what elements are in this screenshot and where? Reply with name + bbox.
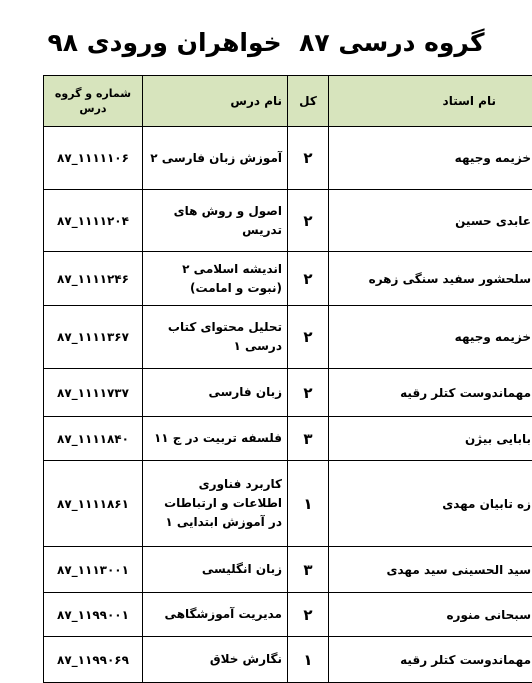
- table-row: [44, 306, 532, 369]
- table-row: [44, 593, 532, 637]
- cell-units: ۲: [288, 369, 329, 417]
- cell-code: ۸۷_۱۱۹۹۰۶۹: [44, 637, 143, 683]
- cell-units: ۱: [288, 637, 329, 683]
- cell-units: ۲: [288, 190, 329, 252]
- table-row: [44, 417, 532, 461]
- cell-teacher: عابدی حسین: [329, 190, 532, 252]
- cell-teacher: خزیمه وجیهه: [329, 306, 532, 369]
- cell-course: نگارش خلاق: [143, 637, 288, 683]
- table-row: [44, 637, 532, 683]
- cell-code: ۸۷_۱۱۱۱۳۶۷: [44, 306, 143, 369]
- cell-course: مدیریت آموزشگاهی: [143, 593, 288, 637]
- cell-teacher: خزیمه وجیهه: [329, 127, 532, 190]
- cell-units: ۲: [288, 593, 329, 637]
- cell-code: ۸۷_۱۱۱۱۷۳۷: [44, 369, 143, 417]
- cell-course: تحلیل محتوای کتاب درسی ۱: [143, 306, 288, 369]
- cell-teacher: مهماندوست کتلر رقیه: [329, 637, 532, 683]
- cell-course: کاربرد فناوری اطلاعات و ارتباطات در آموزش ابتدایی ۱: [143, 461, 288, 547]
- cell-code: ۸۷_۱۱۱۱۲۰۴: [44, 190, 143, 252]
- cell-teacher: بابایی بیژن: [329, 417, 532, 461]
- cell-teacher: سلحشور سفید سنگی زهره: [329, 252, 532, 306]
- table-row: [44, 547, 532, 593]
- header-teacher: نام استاد: [329, 76, 532, 127]
- cell-course: آموزش زبان فارسی ۲: [143, 127, 288, 190]
- cell-code: ۸۷_۱۱۹۹۰۰۱: [44, 593, 143, 637]
- cell-course: اصول و روش های تدریس: [143, 190, 288, 252]
- cell-teacher: سید الحسینی سید مهدی: [329, 547, 532, 593]
- cell-course: اندیشه اسلامی ۲ (نبوت و امامت): [143, 252, 288, 306]
- table-row: [44, 190, 532, 252]
- cell-code: ۸۷_۱۱۱۱۸۴۰: [44, 417, 143, 461]
- table-header-row: [44, 76, 532, 127]
- cell-units: ۳: [288, 417, 329, 461]
- table-row: [44, 252, 532, 306]
- header-course: نام درس: [143, 76, 288, 127]
- header-units: کل: [288, 76, 329, 127]
- course-table: [43, 75, 532, 683]
- table-row: [44, 369, 532, 417]
- cell-units: ۱: [288, 461, 329, 547]
- header-code: شماره و گروه درس: [44, 76, 143, 127]
- cell-teacher: زه تابیان مهدی: [329, 461, 532, 547]
- cell-course: زبان فارسی: [143, 369, 288, 417]
- cell-units: ۳: [288, 547, 329, 593]
- cell-course: فلسفه تربیت در ج ۱۱: [143, 417, 288, 461]
- cell-course: زبان انگلیسی: [143, 547, 288, 593]
- cell-code: ۸۷_۱۱۱۱۲۴۶: [44, 252, 143, 306]
- cell-units: ۲: [288, 252, 329, 306]
- cell-code: ۸۷_۱۱۱۱۱۰۶: [44, 127, 143, 190]
- cell-units: ۲: [288, 127, 329, 190]
- cell-code: ۸۷_۱۱۱۳۰۰۱: [44, 547, 143, 593]
- cell-teacher: سبحانی منوره: [329, 593, 532, 637]
- table-row: [44, 127, 532, 190]
- cell-code: ۸۷_۱۱۱۱۸۶۱: [44, 461, 143, 547]
- cell-units: ۲: [288, 306, 329, 369]
- page-title: گروه درسی ۸۷ خواهران ورودی ۹۸: [0, 28, 532, 57]
- table-row: [44, 461, 532, 547]
- cell-teacher: مهماندوست کتلر رقیه: [329, 369, 532, 417]
